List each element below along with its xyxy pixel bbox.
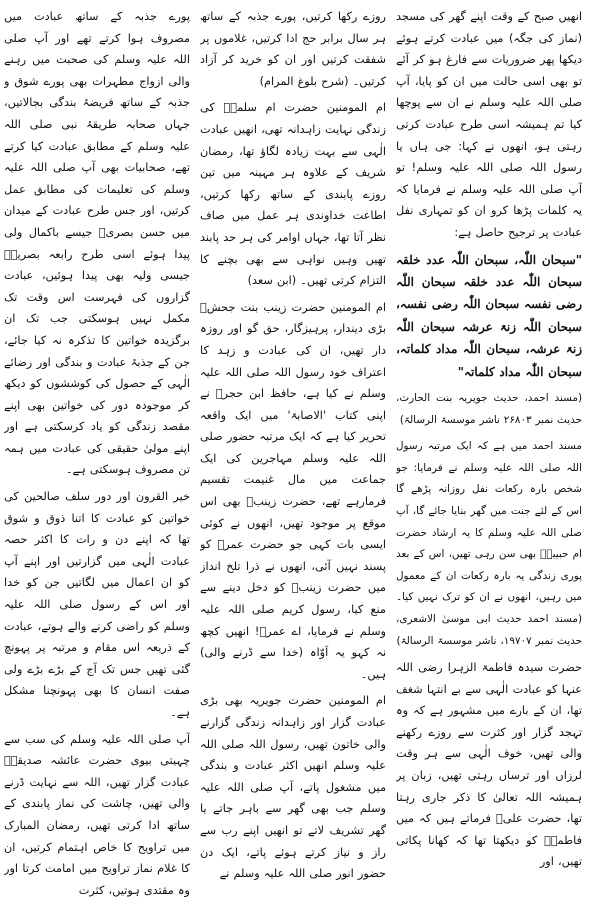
text-column-middle xyxy=(200,6,386,916)
paragraph: روزے رکھا کرتیں، پورے جذبہ کے ساتھ ہر سال برابر حج ادا کرتیں، غلاموں پر شفقت کرتیں اور ان کو خرید کر آزاد کرتیں۔ (شرح بلوغ المرام) xyxy=(200,10,386,88)
paragraph: ام المومنین حضرت ام سلمہؓ کی زندگی نہایت زاہدانہ تھی، انھیں عبادت الٰہی سے بہت زیادہ لگاؤ تھا، رمضان شریف کے علاوہ ہر مہینہ میں تین روزے پابندی کے ساتھ رکھا کرتیں، اطاعت خداوندی ہر عمل میں صاف نظر آتا تھا، جہاں اوامر کی ہر حد پابند تھیں وہیں نواہی سے بھی بچنے کا التزام کرتی تھیں۔ (ابن سعد) xyxy=(200,101,386,288)
paragraph: مسند احمد میں ہے کہ ایک مرتبہ رسول اللہ صلی اللہ علیہ وسلم نے فرمایا: جو شخص بارہ رکعات نفل روزانہ پڑھے گا اس کے لئے جنت میں گھر بنایا جائے گا، آپ صلی اللہ علیہ وسلم کا یہ ارشاد حضرت ام حبیبہؓ بھی سن رہی تھیں، اس کے بعد پوری زندگی یہ بارہ رکعات ان کے معمول میں رہیں، انھوں نے ان کو ترک نہیں کیا۔ (مسند احمد حدیث ابی موسیٰ الاشعری، حدیث نمبر ۱۹۷۰۷، ناشر موسسۃ الرسالۃ) xyxy=(396,440,582,647)
paragraph: "سبحان اللّٰہ، سبحان اللّٰہ عدد خلقہ سبحان اللّٰہ عدد خلقہ سبحان اللّٰہ رضی نفسہ سبحان اللّٰہ رضی نفسہ، سبحان اللّٰہ زنۃ عرشہ سبحان اللّٰہ زنۃ عرشہ، سبحان اللّٰہ مداد کلماتہ، سبحان اللّٰہ مداد کلماتہ" xyxy=(396,252,582,379)
paragraph: پورے جذبہ کے ساتھ عبادت میں مصروف ہوا کرتے تھے اور آپ صلی اللہ علیہ وسلم کی صحبت میں رہنے والی ازواج مطہرات بھی پورے شوق و جذبہ کے ساتھ فریضۂ بندگی بجالاتیں، جہاں صحابہ طریقۂ نبی صلی اللہ علیہ وسلم کے مطابق عبادت کیا کرتے تھے، صحابیات بھی آپ صلی اللہ علیہ وسلم کی تعلیمات کی مطابق عمل کرتیں، اور جس طرح عبادت کے میدان میں حسن بصریؒ جیسے باکمال ولی پیدا ہوئے اسی طرح رابعہ بصریہؒ جیسی ولیہ بھی پیدا ہوئیں، عبادت گزاروں کی فہرست اس وقت تک مکمل نہیں ہوسکتی جب تک ان برگزیدہ خواتین کا تذکرہ نہ کیا جائے، جن کے جذبۂ عبادت و بندگی اور رضائے الٰہی کے حصول کی کوششوں کو دیکھ کر موجودہ دور کی خواتین بھی اپنے مقصد زندگی کو یاد کرسکتی ہے اور اپنے مولیٰ حقیقی کی عبادت میں ہمہ تن مصروف ہوسکتی ہے۔ xyxy=(4,10,190,477)
paragraph: (مسند احمد، حدیث جویریہ بنت الحارث، حدیث نمبر ۲۶۸۰۳ ناشر موسسۃ الرسالۃ) xyxy=(396,391,582,426)
paragraph: خیر القرون اور دور سلف صالحین کی خواتین کو عبادت کا اتنا ذوق و شوق تھا کہ اپنے دن و رات کا اکثر حصہ عبادت الٰہی میں گزارتیں اور اپنے آپ کو ان اعمال میں لگاتیں جن کو خدا اور اس کے رسول صلی اللہ علیہ وسلم کو راضی کرنے والے ہوتے، عبادت کے ذریعہ اس مقام و مرتبہ پر پہونچ گئی تھیں جس تک آج کے بڑے بڑے ولی صفت انسان کا بھی پہونچنا مشکل ہے۔ xyxy=(4,490,190,719)
paragraph: حضرت سیدہ فاطمۃ الزہرا رضی اللہ عنہا کو عبادت الٰہی سے بے انتہا شغف تھا، ان کے بارے میں مشہور ہے کہ وہ تہجد گزار اور کثرت سے روزے رکھنے والی تھیں، خوف الٰہی سے ہر وقت لرزاں اور ترساں رہتی تھیں، زبان پر ہمیشہ اللہ تعالیٰ کا ذکر جاری رہتا تھا، حضرت علیؓ فرماتے ہیں کہ میں فاطمہؓ کو دیکھتا تھا کہ کھانا پکاتی تھیں، اور xyxy=(396,661,582,869)
text-column-left xyxy=(396,6,582,916)
paragraph: ام المومنین حضرت جویریہ بھی بڑی عبادت گزار اور زاہدانہ زندگی گزارنے والی خاتون تھیں، رسول اللہ صلی اللہ علیہ وسلم انھیں اکثر عبادت و بندگی میں مشغول پاتے، آپ صلی اللہ علیہ وسلم جب بھی گھر سے باہر جاتے یا گھر تشریف لاتے تو انھیں اپنے رب سے راز و نیاز کرتے ہوئے پاتے، ایک دن حضور انور صلی اللہ علیہ وسلم نے xyxy=(200,694,386,881)
paragraph: انھیں صبح کے وقت اپنے گھر کی مسجد (نماز کی جگہ) میں عبادت کرتے ہوئے دیکھا پھر ضروریات سے فارغ ہو کر آئے تو بھی اسی حالت میں ان کو پایا، آپ صلی اللہ علیہ وسلم نے ان سے پوچھا کیا تم ہمیشہ اسی طرح عبادت کرتی رہتی ہو، انھوں نے کہا: جی ہاں یا رسول اللہ صلی اللہ علیہ وسلم! تو آپ صلی اللہ علیہ وسلم نے فرمایا کہ یہ کلمات پڑھا کرو ان کو تمہاری نفل عبادت پر ترجیح حاصل ہے: xyxy=(396,10,582,239)
paragraph: ام المومنین حضرت زینب بنت جحشؓ بڑی دیندار، پرہیزگار، حق گو اور روزہ دار تھیں، ان کی عبادت و زہد کا اعتراف خود رسول اللہ صلی اللہ علیہ وسلم نے کیا ہے، حافظ ابن حجرؒ نے اپنی کتاب 'الاصابۃ' میں ایک واقعہ تحریر کیا ہے کہ ایک مرتبہ حضور صلی اللہ علیہ وسلم مہاجرین کی ایک جماعت میں مال غنیمت تقسیم فرمارہے تھے، حضرت زینبؓ بھی اس موقع پر موجود تھیں، انھوں نے کوئی ایسی بات کہی جو حضرت عمرؓ کو پسند نہیں آئی، انھوں نے ذرا تلخ انداز میں حضرت زینبؓ کو دخل دینے سے منع کیا، رسول کریم صلی اللہ علیہ وسلم نے فرمایا، اے عمرؓ! انھیں کچھ نہ کہو یہ اَوّاہ (خدا سے ڈرنے والی) ہیں۔ xyxy=(200,300,386,681)
text-column-right xyxy=(4,6,190,916)
paragraph: آپ صلی اللہ علیہ وسلم کی سب سے چہیتی بیوی حضرت عائشہ صدیقہؓ عبادت گزار تھیں، اللہ سے نہایت ڈرنے والی تھیں، چاشت کی نماز پابندی کے ساتھ ادا کرتی تھیں، رمضان المبارک میں تراویح کا خاص اہتمام کرتیں، ان کا غلام نماز تراویح میں امامت کرتا اور وہ مقتدی ہوتیں، کثرت xyxy=(4,732,190,897)
